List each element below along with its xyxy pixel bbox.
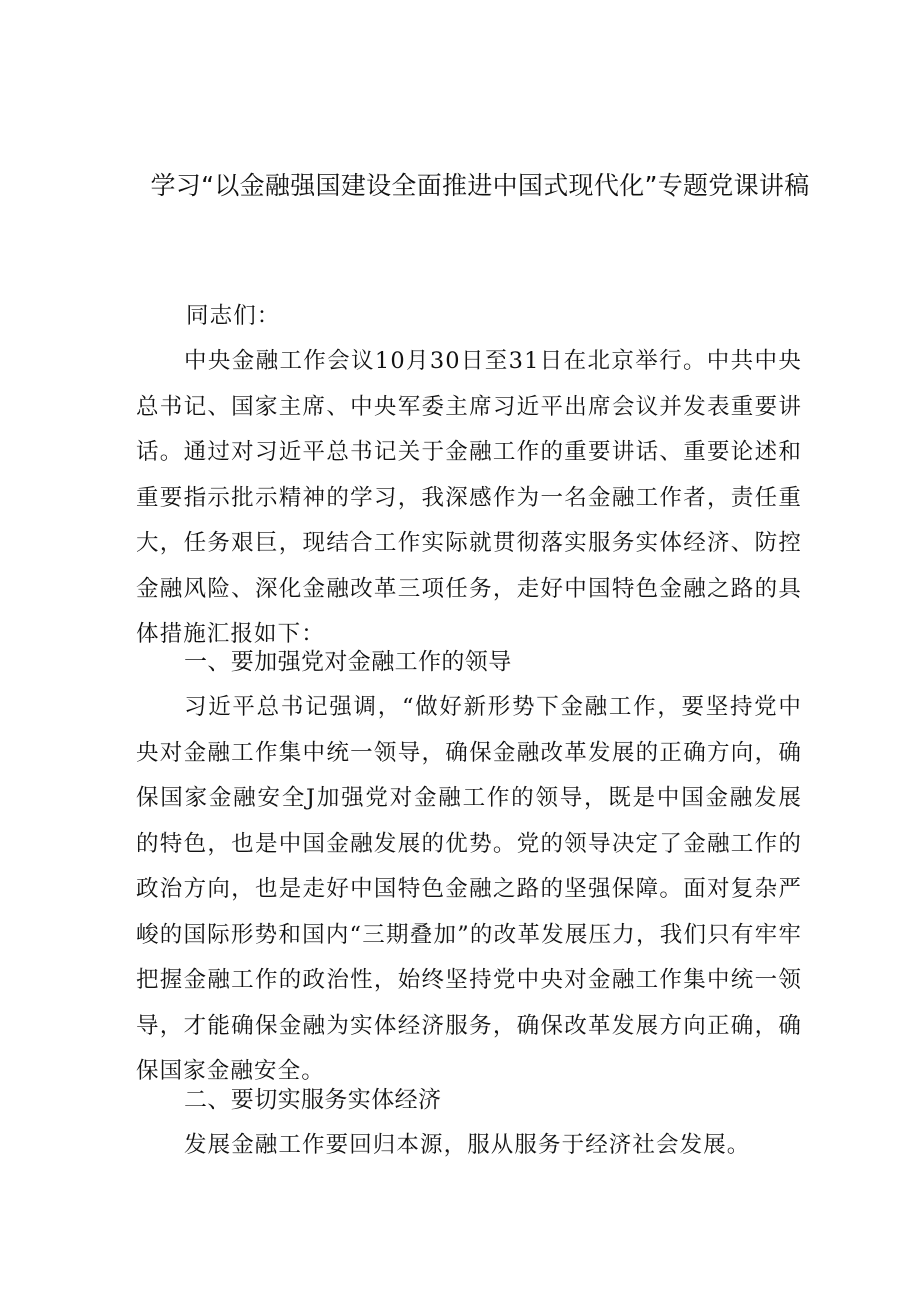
section-heading-2: 二、要切实服务实体经济 bbox=[184, 1087, 442, 1113]
paragraph-section-2: 发展金融工作要回归本源，服从服务于经济社会发展。 bbox=[184, 1132, 751, 1158]
paragraph-section-1: 习近平总书记强调，“做好新形势下金融工作，要坚持党中央对金融工作集中统一领导，确保金融改革发展的正确方向，确保国家金融安全J加强党对金融工作的领导，既是中国金融发展的特色，也是中国金融发展的优势。党的领导决定了金融工作的政治方向，也是走好中国特色金融之路的坚强保障。面对复杂严峻的国际形势和国内“三期叠加”的改革发展压力，我们只有牢牢把握金融工作的政治性，始终坚持党中央对金融工作集中统一领导，才能确保金融为实体经济服务，确保改革发展方向正确，确保国家金融安全。 bbox=[136, 694, 802, 1084]
paragraph-intro: 中央金融工作会议10月30日至31日在北京举行。中共中央总书记、国家主席、中央军委主席习近平出席会议并发表重要讲话。通过对习近平总书记关于金融工作的重要讲话、重要论述和重要指示批示精神的学习，我深感作为一名金融工作者，责任重大，任务艰巨，现结合工作实际就贯彻落实服务实体经济、防控金融风险、深化金融改革三项任务，走好中国特色金融之路的具体措施汇报如下： bbox=[136, 348, 802, 647]
salutation: 同志们： bbox=[186, 303, 281, 329]
section-heading-1: 一、要加强党对金融工作的领导 bbox=[184, 649, 512, 675]
document-title: 学习“以金融强国建设全面推进中国式现代化”专题党课讲稿 bbox=[150, 171, 810, 200]
